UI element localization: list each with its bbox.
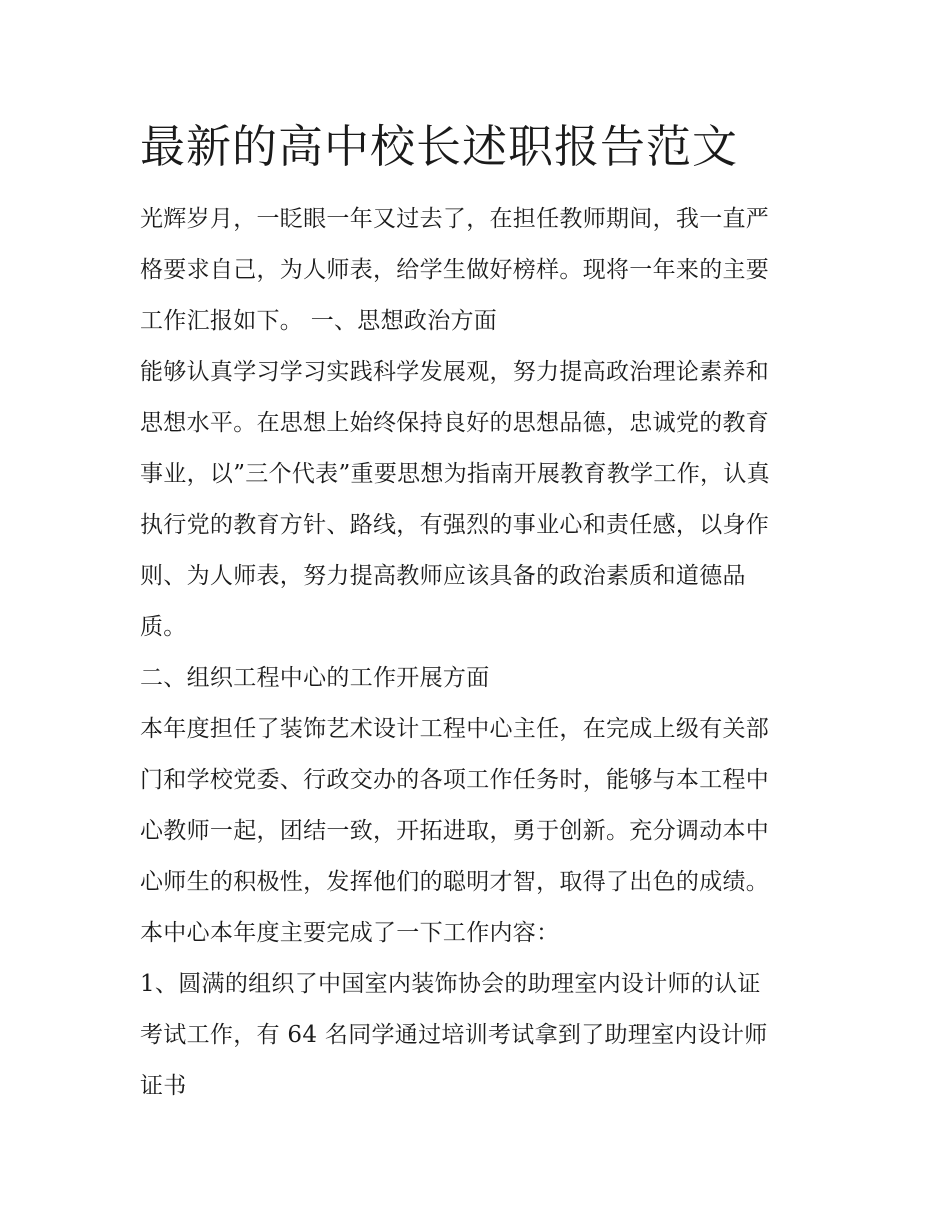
list-item-line: 考试工作，有 64 名同学通过培训考试拿到了助理室内设计师 bbox=[140, 1022, 768, 1048]
paragraph-line: 格要求自己，为人师表，给学生做好榜样。现将一年来的主要 bbox=[140, 257, 770, 283]
list-item-line: 1、圆满的组织了中国室内装饰协会的助理室内设计师的认证 bbox=[140, 971, 761, 997]
paragraph-line: 心教师一起，团结一致，开拓进取，勇于创新。充分调动本中 bbox=[140, 818, 770, 844]
paragraph-line: 心师生的积极性，发挥他们的聪明才智，取得了出色的成绩。 bbox=[140, 869, 770, 895]
paragraph-line: 质。 bbox=[140, 614, 187, 640]
list-item-line: 证书 bbox=[140, 1073, 187, 1099]
paragraph-line: 本年度担任了装饰艺术设计工程中心主任，在完成上级有关部 bbox=[140, 716, 770, 742]
paragraph-line: 思想水平。在思想上始终保持良好的思想品德，忠诚党的教育 bbox=[140, 410, 770, 436]
paragraph-line: 门和学校党委、行政交办的各项工作任务时，能够与本工程中 bbox=[140, 767, 770, 793]
paragraph-line: 事业，以”三个代表”重要思想为指南开展教育教学工作，认真 bbox=[140, 461, 770, 487]
document-title: 最新的高中校长述职报告范文 bbox=[140, 120, 739, 173]
paragraph-line: 工作汇报如下。 一、思想政治方面 bbox=[140, 308, 498, 334]
document-body bbox=[140, 194, 815, 1112]
paragraph-line: 执行党的教育方针、路线，有强烈的事业心和责任感，以身作 bbox=[140, 512, 770, 538]
paragraph-line: 光辉岁月，一眨眼一年又过去了，在担任教师期间，我一直严 bbox=[140, 206, 770, 232]
section-heading: 二、组织工程中心的工作开展方面 bbox=[140, 665, 490, 691]
paragraph-line: 则、为人师表，努力提高教师应该具备的政治素质和道德品 bbox=[140, 563, 746, 589]
paragraph-line: 能够认真学习学习实践科学发展观，努力提高政治理论素养和 bbox=[140, 359, 770, 385]
paragraph-line: 本中心本年度主要完成了一下工作内容： bbox=[140, 920, 560, 946]
